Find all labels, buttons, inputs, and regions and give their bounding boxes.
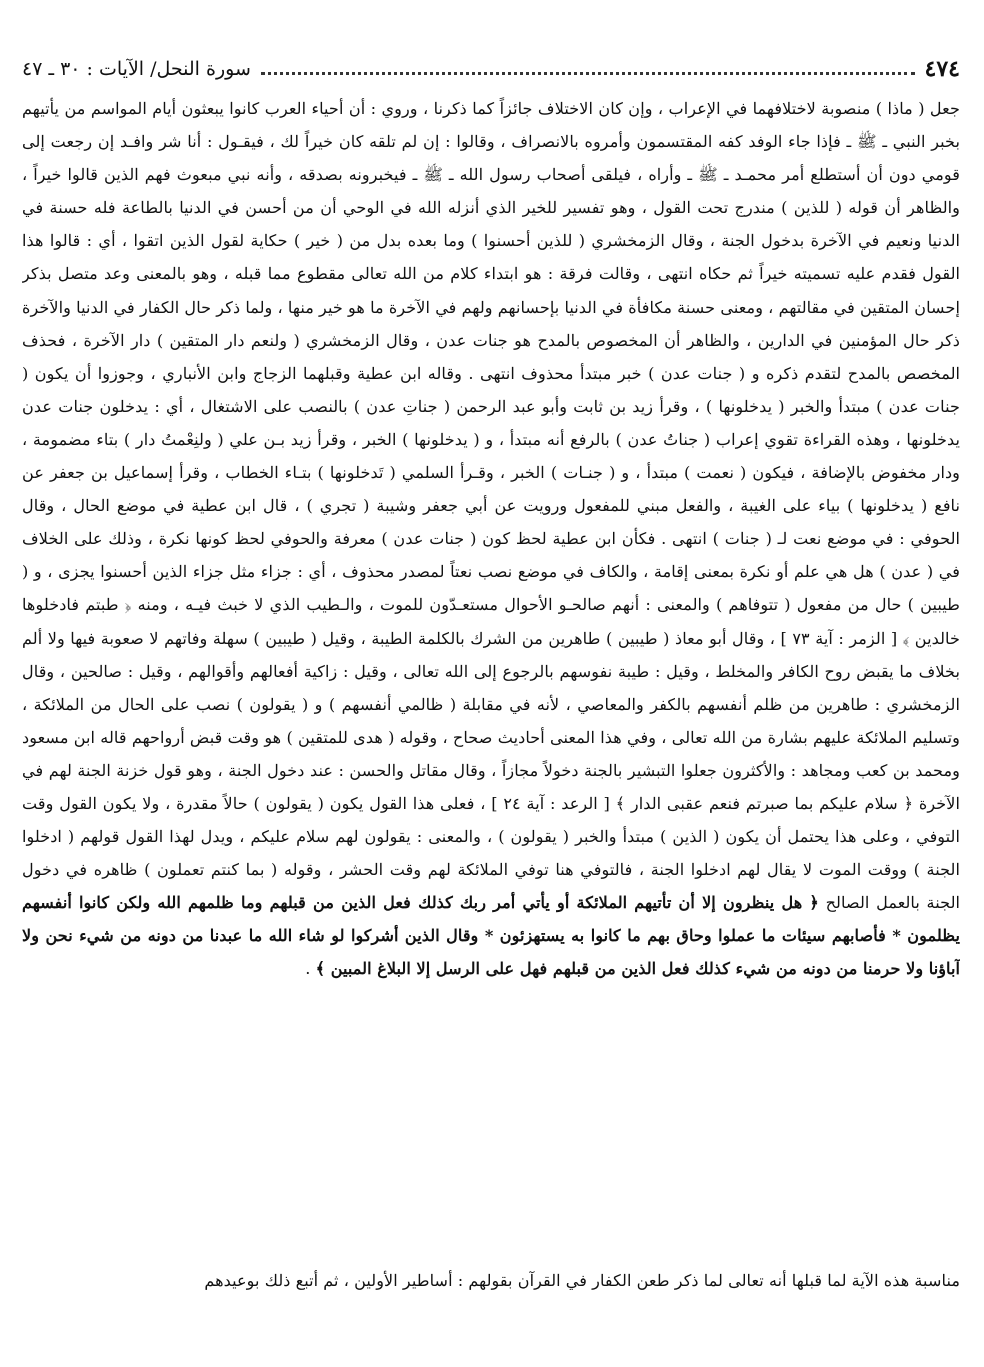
body-text [22, 92, 960, 1334]
paragraph-munasaba [22, 1264, 960, 1334]
paragraph-tail: . [305, 959, 316, 979]
running-title: سورة النحل/ الآيات : ٣٠ ـ ٤٧ [22, 58, 251, 80]
paragraph-text: مناسبة هذه الآية لما قبلها أنه تعالى لما ذكر طعن الكفار في القرآن بقولهم : أساطير الأولين ، ثم أتبع ذلك بوعيدهم [204, 1271, 960, 1290]
book-page [22, 52, 960, 1352]
page-header [22, 52, 960, 86]
quran-verses: ﴿ هل ينظرون إلا أن تأتيهم الملائكة أو يأتي أمر ربك كذلك فعل الذين من قبلهم وما ظلمهم الله ولكن كانوا أنفسهم يظلمون * فأصابهم سيئات ما عملوا وحاق بهم ما كانوا به يستهزئون * وقال الذين أشركوا لو شاء الله ما عبدنا من دونه من شيء نحن ولا آباؤنا ولا حرمنا من دونه من شيء كذلك فعل الذين من قبلهم فهل على الرسل إلا البلاغ المبين ﴾ [22, 893, 960, 979]
paragraph-commentary [22, 92, 960, 1252]
page-number: ٤٧٤ [924, 56, 960, 82]
paragraph-text: جعل ( ماذا ) منصوبة لاختلافهما في الإعراب ، وإن كان الاختلاف جائزاً كما ذكرنا ، وروي : أن أحياء العرب كانوا يبعثون أيام المواسم من يأتيهم بخبر النبي ـ ﷺ ـ فإذا جاء الوفد كفه المقتسمون وأمروه بالانصراف ، وقالوا : إن لم تلقه كان خيراً لك ، فيقـول : أنا شر وافـد إن رجعت إلى قومي دون أن أستطلع أمر محمـد ـ ﷺ ـ وأراه ، فيلقى أصحاب رسول الله ـ ﷺ ـ فيخبرونه بصدقه ، وأنه نبي مبعوث فهم الذين قالوا خيراً ، والظاهر أن قوله ( للذين ) مندرج تحت القول ، وهو تفسير للخير الذي أنزله الله في الوحي أن من أحسن في الدنيا بالطاعة فله حسنة في الدنيا ونعيم في الآخرة بدخول الجنة ، وقال الزمخشري ( للذين أحسنوا ) وما بعده بدل من ( خير ) حكاية لقول الذين اتقوا ، أي : قالوا هذا القول فقدم عليه تسميته خيراً ثم حكاه انتهى ، وقالت فرقة : هو ابتداء كلام من الله تعالى مقطوع مما قبله ، وهو بالمعنى وعد متصل بذكر إحسان المتقين في مقالتهم ، ومعنى حسنة مكافأة في الدنيا بإحسانهم ولهم في الآخرة ما هو خير منها ، ولما ذكر حال الكفار في الدنيا والآخرة ذكر حال المؤمنين في الدارين ، والظاهر أن المخصوص بالمدح هو جنات عدن ، وقال الزمخشري ( ولنعم دار المتقين ) دار الآخرة ، فحذف المخصص بالمدح لتقدم ذكره و ( جنات عدن ) خبر مبتدأ محذوف انتهى . وقاله ابن عطية وقبلهما الزجاج وابن الأنباري ، وجوزوا أن يكون ( جنات عدن ) مبتدأ والخبر ( يدخلونها ) ، وقرأ زيد بن ثابت وأبو عبد الرحمن ( جناتِ عدن ) بالنصب على الاشتغال ، أي : يدخلون جنات عدن يدخلونها ، وهذه القراءة تقوي إعراب ( جناتُ عدن ) بالرفع أنه مبتدأ ، و ( يدخلونها ) الخبر ، وقرأ زيد بـن علي ( ولنِعْمتُ دار ) بتاء مضمومة ، ودار مخفوض بالإضافة ، فيكون ( نعمت ) مبتدأ ، و ( جنـات ) الخبر ، وقـرأ السلمي ( تَدخلونها ) بتـاء الخطاب ، وقرأ إسماعيل بن جعفر عن نافع ( يدخلونها ) بياء على الغيبة ، والفعل مبني للمفعول ورويت عن أبي جعفر وشيبة ( تجري ) ، قال ابن عطية في موضع الحال ، وقال الحوفي : في موضع نعت لـ ( جنات ) انتهى . فكأن ابن عطية لحظ كون ( جنات عدن ) معرفة والحوفي لحظ كونها نكرة ، وذلك على الخلاف في ( عدن ) هل هي علم أو نكرة بمعنى إقامة ، والكاف في موضع نصب نعتاً لمصدر محذوف ، أي : جزاء مثل جزاء الذين أحسنوا يجزى ، و ( طيبين ) حال من مفعول ( تتوفاهم ) والمعنى : أنهم صالحـو الأحوال مستعـدّون للموت ، والـطيب الذي لا خبث فيـه ، ومنه ﴿ طبتم فادخلوها خالدين ﴾ [ الزمر : آية ٧٣ ] ، وقال أبو معاذ ( طيبين ) طاهرين من الشرك بالكلمة الطيبة ، وقيل ( طيبين ) سهلة وفاتهم لا صعوبة فيها ولا ألم بخلاف ما يقبض روح الكافر والمخلط ، وقيل : طيبة نفوسهم بالرجوع إلى الله تعالى ، وقيل : زاكية أفعالهم وأقوالهم ، وقيل : صالحين ، وقال الزمخشري : طاهرين من ظلم أنفسهم بالكفر والمعاصي ، لأنه في مقابلة ( ظالمي أنفسهم ) و ( يقولون ) نصب على الحال من الملائكة ، وتسليم الملائكة عليهم بشارة من الله تعالى ، وفي هذا المعنى أحاديث صحاح ، وقوله ( هدى للمتقين ) هو وقت قبض أرواحهم قاله ابن مسعود ومحمد بن كعب ومجاهد : والأكثرون جعلوا التبشير بالجنة دخولاً مجازاً ، وقال مقاتل والحسن : عند دخول الجنة ، وهو قول خزنة الجنة لهم في الآخرة ﴿ سلام عليكم بما صبرتم فنعم عقبى الدار ﴾ [ الرعد : آية ٢٤ ] ، فعلى هذا القول يكون ( يقولون ) حالاً مقدرة ، ولا يكون القول وقت التوفي ، وعلى هذا يحتمل أن يكون ( الذين ) مبتدأ والخبر ( يقولون ) ، والمعنى : يقولون لهم سلام عليكم ، ويدل لهذا القول قولهم ( ادخلوا الجنة ) ووقت الموت لا يقال لهم ادخلوا الجنة ، فالتوفي هنا توفي الملائكة لهم وقت الحشر ، وقوله ( بما كنتم تعملون ) ظاهره في دخول الجنة بالعمل الصالح [22, 99, 960, 913]
header-dotted-leader [261, 72, 915, 75]
